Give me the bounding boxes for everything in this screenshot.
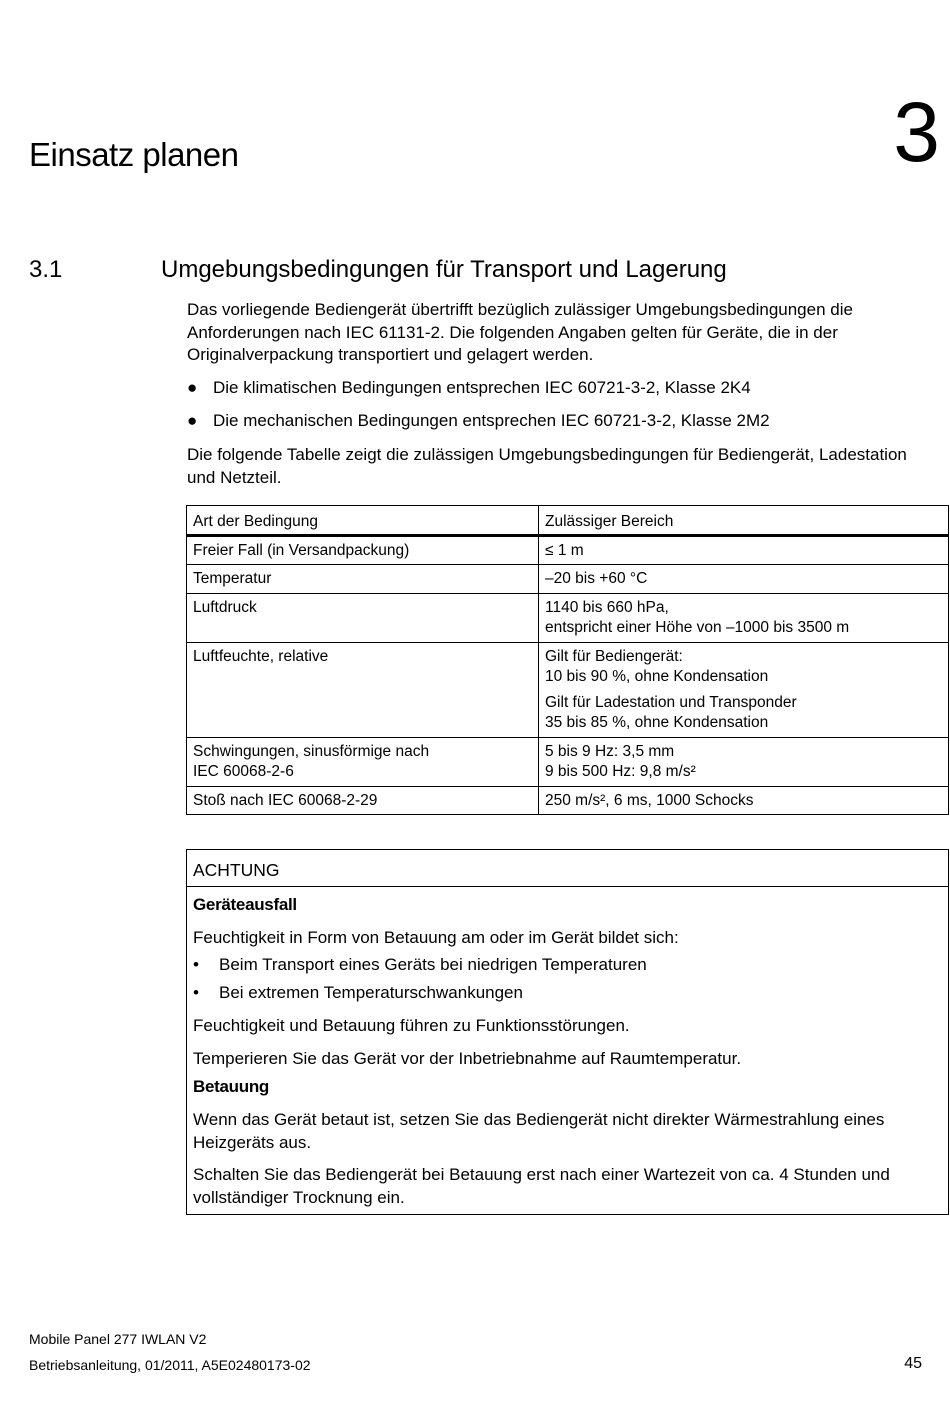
notice-label: ACHTUNG: [193, 860, 280, 880]
notice-box: [186, 849, 949, 1215]
bullet-text: Beim Transport eines Geräts bei niedrigen Temperaturen: [219, 955, 647, 974]
notice-heading: Geräteausfall: [193, 895, 297, 914]
condition-line: IEC 60068-2-6: [193, 763, 294, 780]
column-header-range: Zulässiger Bereich: [539, 506, 949, 536]
table-row: [187, 565, 949, 594]
range-line: 10 bis 90 %, ohne Kondensation: [545, 668, 769, 685]
table-row: [187, 535, 949, 565]
chapter-number: 3: [893, 85, 940, 179]
table-row: [187, 593, 949, 642]
section-title: Umgebungsbedingungen für Transport und Lagerung: [161, 256, 727, 283]
bullet-text: Bei extremen Temperaturschwankungen: [219, 983, 523, 1002]
bullet-text: Die mechanischen Bedingungen entsprechen IEC 60721-3-2, Klasse 2M2: [213, 411, 770, 430]
footer-product: Mobile Panel 277 IWLAN V2: [29, 1331, 207, 1347]
condition-cell: Stoß nach IEC 60068-2-29: [187, 786, 539, 815]
condition-cell: [187, 737, 539, 786]
footer-document-info: Betriebsanleitung, 01/2011, A5E02480173-02: [29, 1357, 311, 1373]
condition-cell: Freier Fall (in Versandpackung): [187, 535, 539, 565]
range-cell: 250 m/s², 6 ms, 1000 Schocks: [539, 786, 949, 815]
range-cell: [539, 737, 949, 786]
intro-paragraph: Das vorliegende Bediengerät übertrifft bezüglich zulässiger Umgebungsbedingungen die Anforderungen nach IEC 61131-2. Die folgenden Angaben gelten für Geräte, die in der Originalverpackung transportiert und gelagert werden.: [187, 300, 853, 364]
bullet-text: Die klimatischen Bedingungen entsprechen IEC 60721-3-2, Klasse 2K4: [213, 378, 751, 397]
page-number: 45: [904, 1355, 922, 1372]
notice-paragraph: Wenn das Gerät betaut ist, setzen Sie das Bediengerät nicht direkter Wärmestrahlung eines Heizgeräts aus.: [193, 1110, 885, 1152]
condition-cell: Luftdruck: [187, 593, 539, 642]
environment-conditions-table: [186, 505, 949, 815]
range-line: entspricht einer Höhe von –1000 bis 3500 m: [545, 619, 850, 636]
range-line: 35 bis 85 %, ohne Kondensation: [545, 714, 769, 731]
bullet-dot-icon: ●: [187, 378, 198, 397]
condition-cell: Temperatur: [187, 565, 539, 594]
table-header-row: [187, 506, 949, 536]
range-cell: –20 bis +60 °C: [539, 565, 949, 594]
range-cell: [539, 593, 949, 642]
condition-cell: Luftfeuchte, relative: [187, 642, 539, 737]
range-line: 1140 bis 660 hPa,: [545, 598, 669, 616]
section-number: 3.1: [29, 256, 63, 283]
range-line: 9 bis 500 Hz: 9,8 m/s²: [545, 763, 696, 780]
notice-paragraph: Schalten Sie das Bediengerät bei Betauung erst nach einer Wartezeit von ca. 4 Stunden und vollständiger Trocknung ein.: [193, 1165, 890, 1207]
notice-paragraph: Feuchtigkeit und Betauung führen zu Funktionsstörungen.: [193, 1016, 630, 1035]
range-line: Gilt für Bediengerät:: [545, 647, 683, 665]
range-cell: [539, 642, 949, 737]
table-row: [187, 786, 949, 815]
notice-header: [187, 850, 948, 887]
column-header-condition: Art der Bedingung: [187, 506, 539, 536]
bullet-dot-icon: •: [193, 955, 199, 974]
bullet-dot-icon: ●: [187, 411, 198, 430]
bullet-dot-icon: •: [193, 983, 199, 1002]
range-line: 5 bis 9 Hz: 3,5 mm: [545, 742, 675, 760]
condition-line: Schwingungen, sinusförmige nach: [193, 742, 430, 760]
notice-paragraph: Temperieren Sie das Gerät vor der Inbetriebnahme auf Raumtemperatur.: [193, 1049, 742, 1068]
notice-heading: Betauung: [193, 1077, 269, 1096]
range-line: Gilt für Ladestation und Transponder: [545, 693, 797, 711]
table-row: [187, 642, 949, 737]
range-cell: ≤ 1 m: [539, 535, 949, 565]
table-intro-paragraph: Die folgende Tabelle zeigt die zulässigen Umgebungsbedingungen für Bediengerät, Ladestation und Netzteil.: [187, 445, 907, 487]
notice-paragraph: Feuchtigkeit in Form von Betauung am oder im Gerät bildet sich:: [193, 928, 679, 947]
chapter-title: Einsatz planen: [29, 136, 239, 173]
table-row: [187, 737, 949, 786]
